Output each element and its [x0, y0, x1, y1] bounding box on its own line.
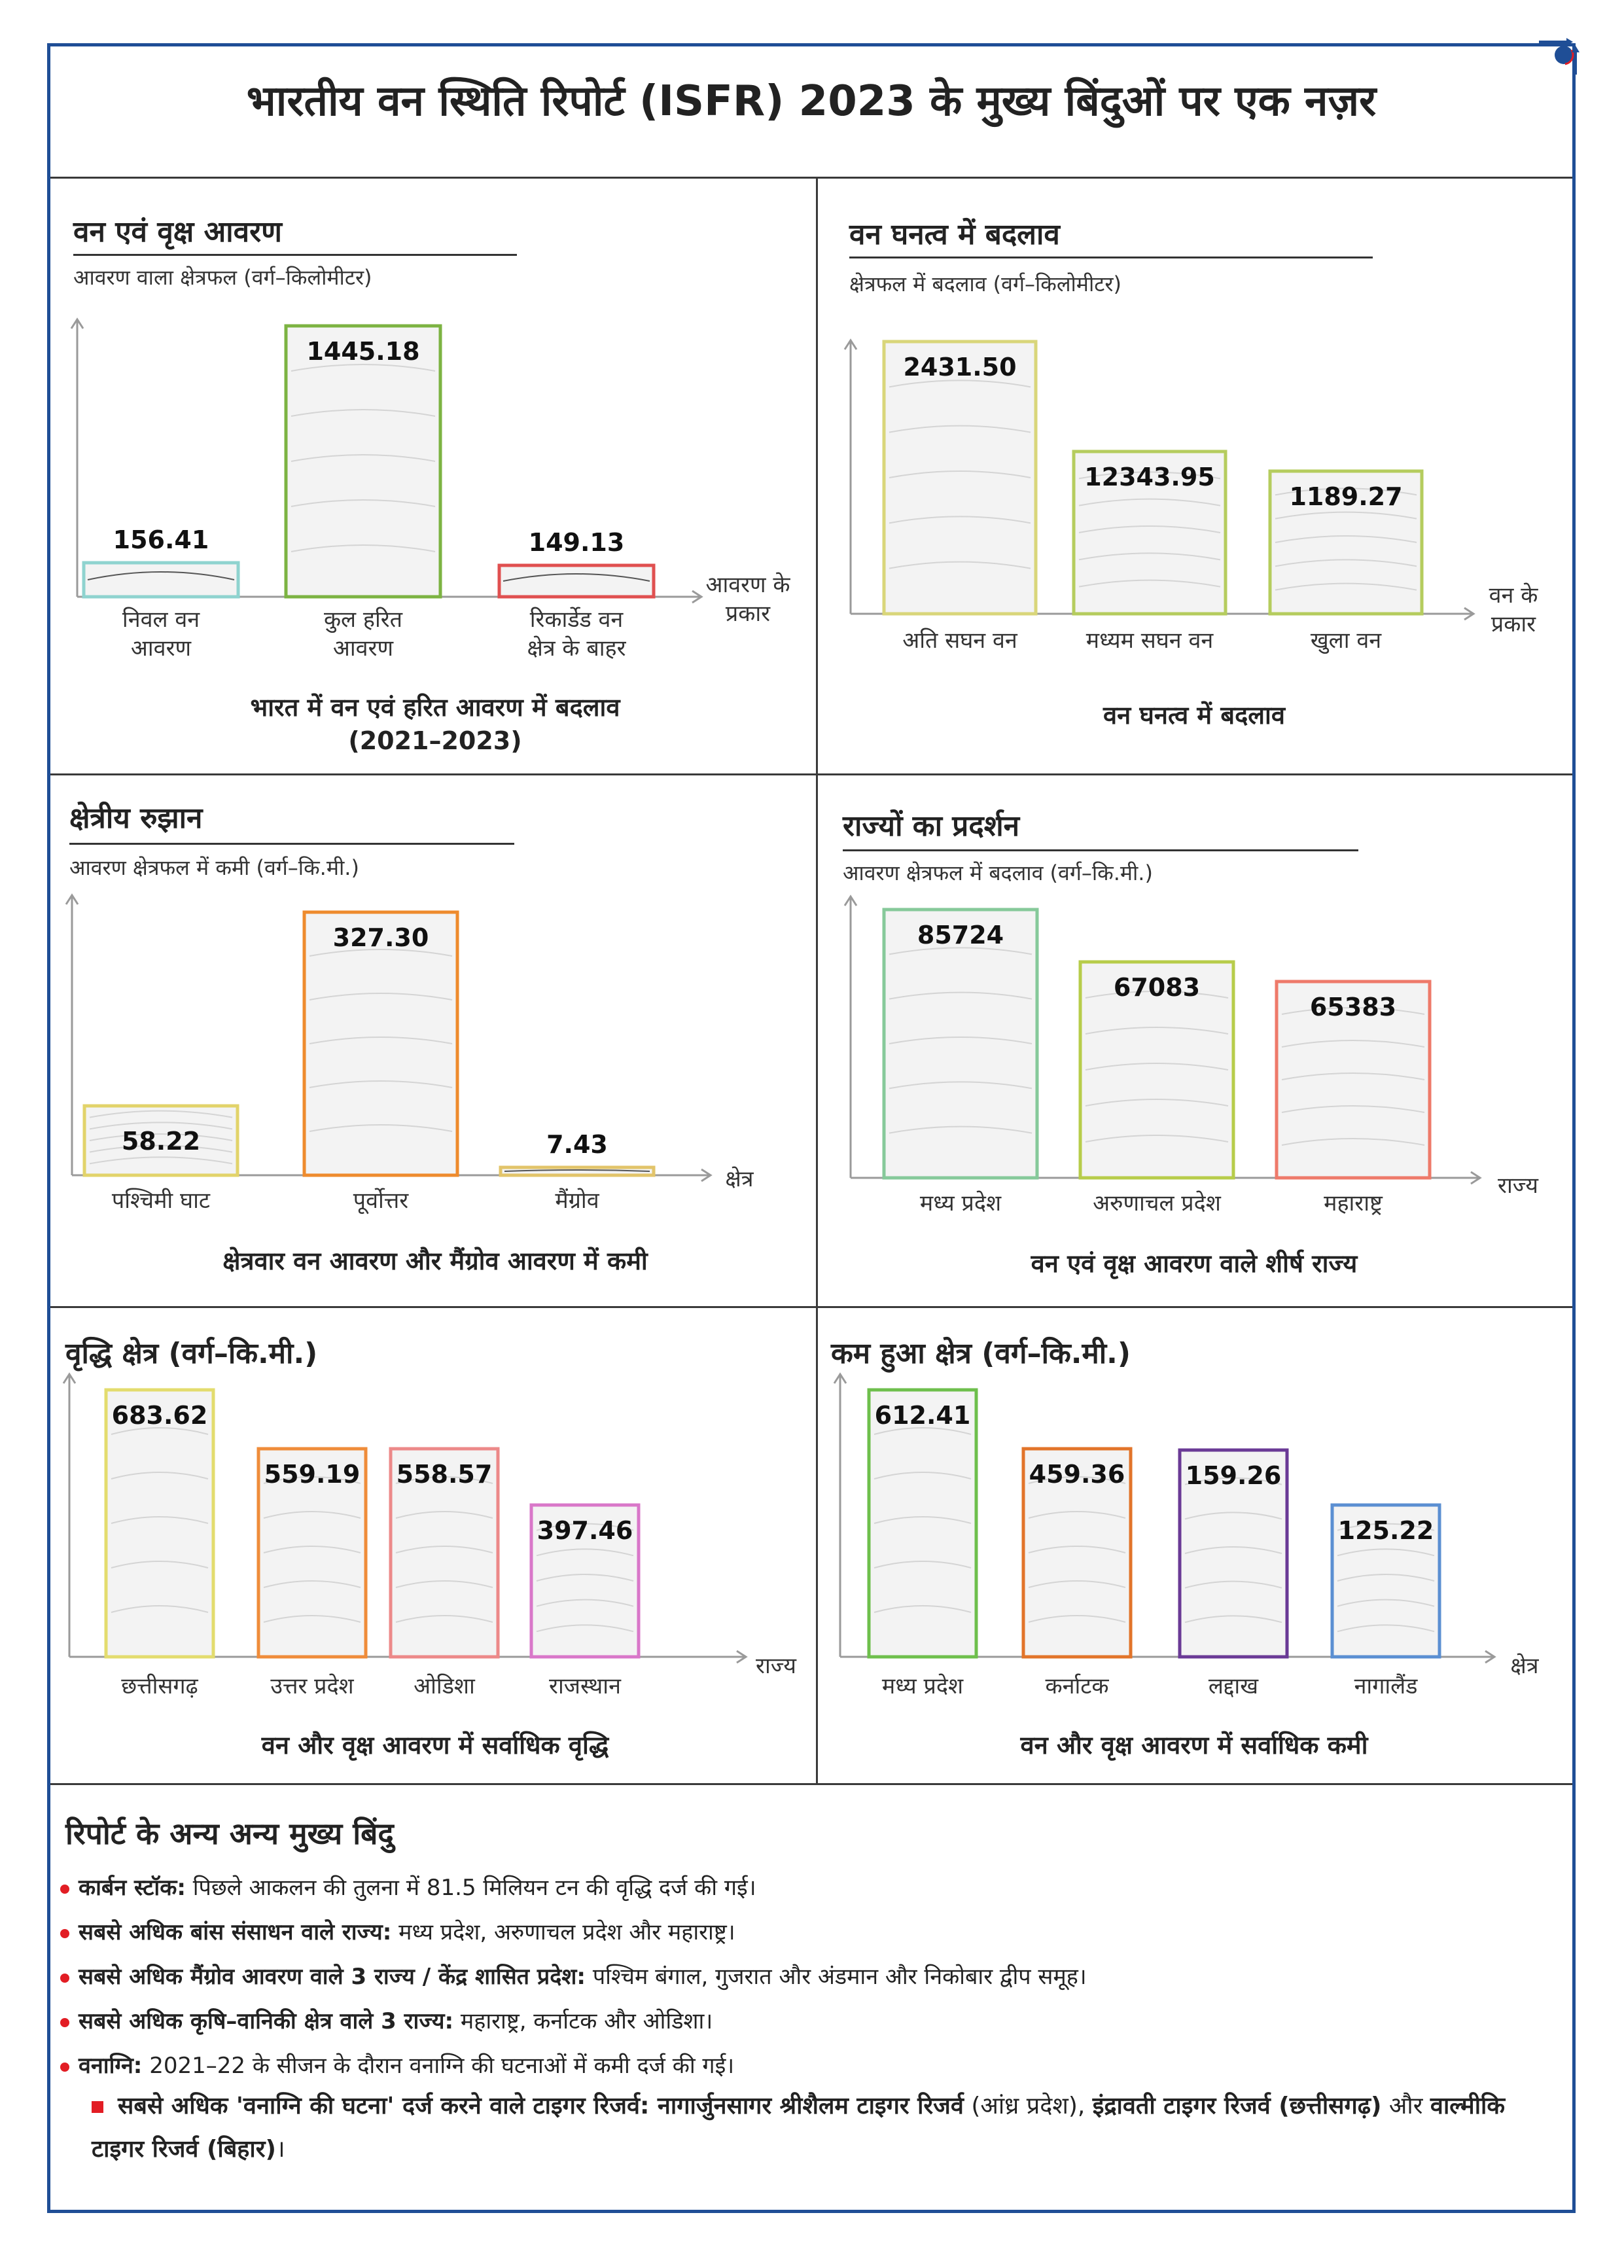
x-axis-title: राज्य [1498, 1173, 1538, 1199]
panel-subtitle: आवरण वाला क्षेत्रफल (वर्ग–किलोमीटर) [73, 265, 372, 290]
x-axis-title: आवरण के प्रकार [705, 572, 790, 627]
bar-value-label: 1445.18 [306, 337, 420, 366]
bar-value-label: 7.43 [546, 1130, 608, 1159]
panel-title: राज्यों का प्रदर्शन [843, 809, 1020, 843]
list-item: कार्बन स्टॉक: पिछले आकलन की तुलना में 81.5 मिलियन टन की वृद्धि दर्ज की गई। [60, 1871, 756, 1902]
others-title: रिपोर्ट के अन्य अन्य मुख्य बिंदु [65, 1816, 394, 1851]
panel-title: कम हुआ क्षेत्र (वर्ग–कि.मी.) [831, 1337, 1131, 1370]
bar-value-label: 327.30 [332, 923, 429, 952]
category-label: महाराष्ट्र [1324, 1190, 1383, 1216]
panel-title: वन घनत्व में बदलाव [849, 218, 1060, 251]
category-label: मध्य प्रदेश [881, 1673, 964, 1699]
x-axis-title: वन के प्रकार [1489, 582, 1538, 637]
bar-value-label: 2431.50 [903, 353, 1017, 381]
category-label: लद्दाख [1208, 1673, 1259, 1699]
bar [869, 1390, 976, 1657]
bar-value-label: 558.57 [396, 1460, 493, 1489]
panel-subtitle: क्षेत्रफल में बदलाव (वर्ग–किलोमीटर) [849, 272, 1121, 296]
bar-value-label: 1189.27 [1289, 482, 1403, 511]
bar-value-label: 683.62 [111, 1401, 208, 1430]
category-label: खुला वन [1310, 628, 1382, 654]
category-label: अति सघन वन [902, 628, 1017, 654]
category-label: निवल वन आवरण [122, 607, 200, 662]
panel-caption: वन और वृक्ष आवरण में सर्वाधिक वृद्धि [261, 1731, 609, 1760]
bar-value-label: 612.41 [874, 1401, 971, 1430]
panel-caption: वन घनत्व में बदलाव [1103, 701, 1285, 730]
x-axis-title: क्षेत्र [1510, 1653, 1539, 1679]
panel-caption: वन एवं वृक्ष आवरण वाले शीर्ष राज्य [1031, 1249, 1358, 1278]
x-axis-title: क्षेत्र [725, 1166, 754, 1192]
bar-value-label: 397.46 [537, 1516, 633, 1545]
category-label: मैंग्रोव [555, 1188, 599, 1214]
list-item: सबसे अधिक मैंग्रोव आवरण वाले 3 राज्य / केंद्र शासित प्रदेश: पश्चिम बंगाल, गुजरात और अंडमान और निकोबार द्वीप समूह। [60, 1960, 1087, 1991]
sub-list-item: सबसे अधिक 'वनाग्नि की घटना' दर्ज करने वाले टाइगर रिजर्व: नागार्जुनसागर श्रीशैलम टाइगर रिजर्व (आंध्र प्रदेश), इंद्रावती टाइगर रिजर्व (छत्तीसगढ़) और वाल्मीकि टाइगर रिजर्व (बिहार)। [92, 2093, 1506, 2163]
category-label: मध्य प्रदेश [919, 1190, 1002, 1216]
bullet-icon [60, 1974, 69, 1983]
list-item: सबसे अधिक कृषि–वानिकी क्षेत्र वाले 3 राज्य: महाराष्ट्र, कर्नाटक और ओडिशा। [60, 2005, 713, 2035]
panel-title: वृद्धि क्षेत्र (वर्ग–कि.मी.) [65, 1337, 318, 1370]
category-label: पूर्वोत्तर [353, 1188, 409, 1214]
bar-value-label: 125.22 [1337, 1516, 1434, 1545]
category-label: कुल हरित आवरण [323, 607, 403, 662]
category-label: मध्यम सघन वन [1086, 628, 1214, 654]
bar-value-label: 65383 [1309, 993, 1397, 1021]
list-item: सबसे अधिक बांस संसाधन वाले राज्य: मध्य प्रदेश, अरुणाचल प्रदेश और महाराष्ट्र। [60, 1916, 735, 1946]
bullet-icon [60, 1929, 69, 1938]
bullet-icon [60, 2018, 69, 2027]
category-label: छत्तीसगढ़ [121, 1673, 198, 1699]
x-axis-title: राज्य [756, 1653, 796, 1679]
panel-subtitle: आवरण क्षेत्रफल में बदलाव (वर्ग–कि.मी.) [843, 860, 1153, 885]
panel-caption: (2021–2023) [348, 726, 522, 755]
panel-caption: वन और वृक्ष आवरण में सर्वाधिक कमी [1020, 1731, 1368, 1760]
bar-value-label: 58.22 [121, 1127, 201, 1156]
panel-caption: भारत में वन एवं हरित आवरण में बदलाव [250, 693, 620, 722]
category-label: उत्तर प्रदेश [270, 1673, 354, 1699]
bar-value-label: 159.26 [1185, 1461, 1282, 1490]
panel-caption: क्षेत्रवार वन आवरण और मैंग्रोव आवरण में कमी [222, 1247, 648, 1275]
panel-title: वन एवं वृक्ष आवरण [73, 215, 282, 249]
bar-value-label: 12343.95 [1084, 463, 1215, 491]
bar-value-label: 459.36 [1029, 1460, 1125, 1489]
category-label: ओडिशा [414, 1673, 475, 1699]
bar-value-label: 156.41 [113, 525, 209, 554]
bullet-icon [60, 2063, 69, 2072]
category-label: अरुणाचल प्रदेश [1093, 1190, 1221, 1216]
list-item: वनाग्नि: 2021–22 के सीजन के दौरान वनाग्नि की घटनाओं में कमी दर्ज की गई। [60, 2049, 734, 2080]
bullet-icon [60, 1885, 69, 1894]
bar-value-label: 559.19 [264, 1460, 361, 1489]
category-label: कर्नाटक [1045, 1673, 1109, 1699]
category-label: नागालैंड [1354, 1673, 1418, 1699]
panel-title: क्षेत्रीय रुझान [69, 802, 203, 835]
square-bullet-icon [92, 2101, 103, 2113]
panel-subtitle: आवरण क्षेत्रफल में कमी (वर्ग–कि.मी.) [69, 855, 359, 880]
category-label: राजस्थान [549, 1673, 621, 1699]
bar-value-label: 149.13 [528, 528, 625, 557]
bar-value-label: 67083 [1113, 973, 1201, 1002]
category-label: पश्चिमी घाट [111, 1188, 211, 1214]
page-title: भारतीय वन स्थिति रिपोर्ट (ISFR) 2023 के मुख्य बिंदुओं पर एक नज़र [246, 77, 1377, 126]
category-label: रिकार्डेड वन क्षेत्र के बाहर [527, 607, 626, 662]
bar-value-label: 85724 [917, 921, 1004, 949]
